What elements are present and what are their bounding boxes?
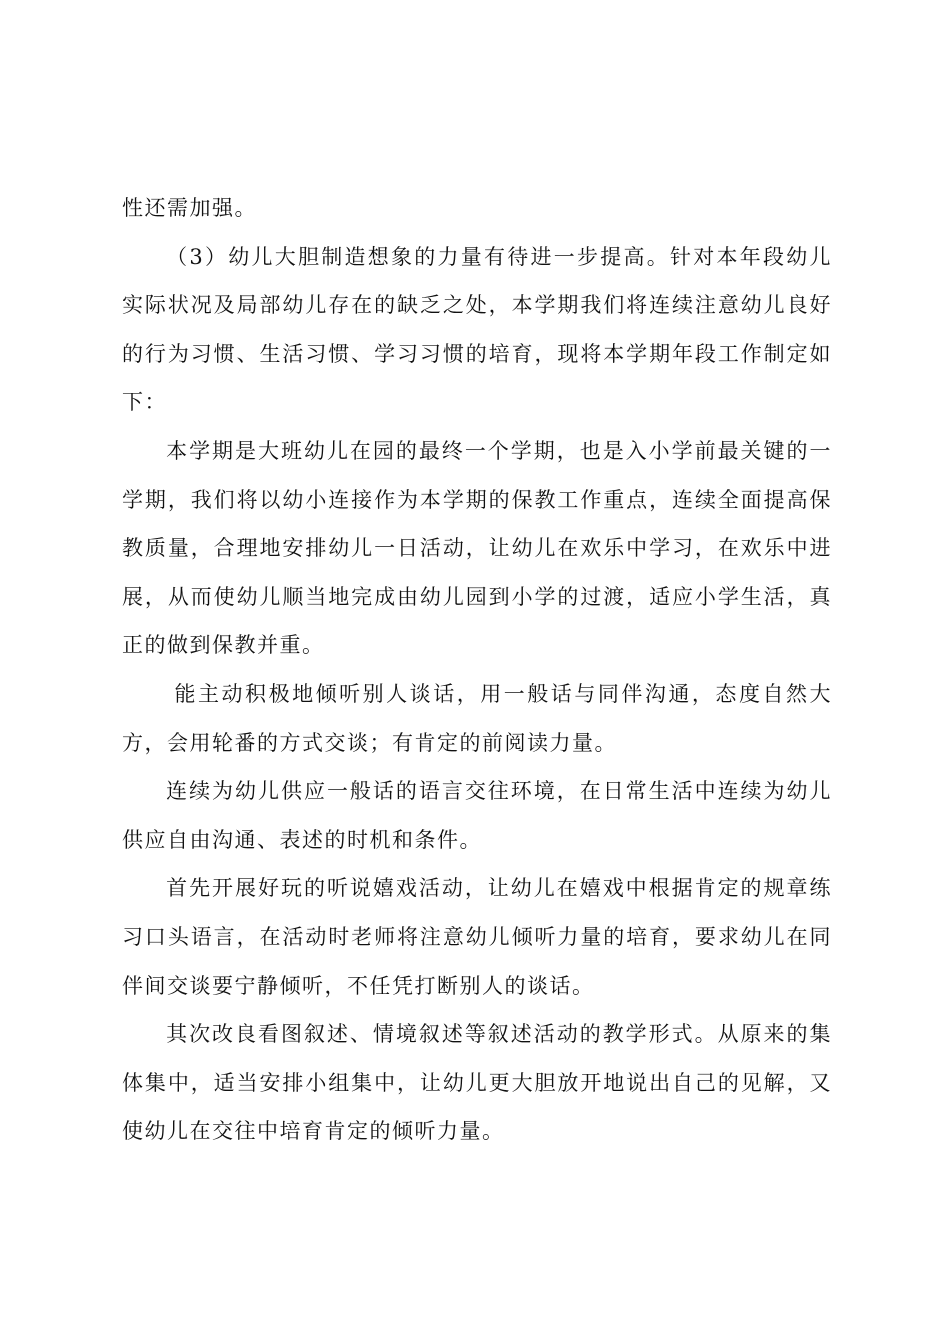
paragraph-semester-overview: 本学期是大班幼儿在园的最终一个学期，也是入小学前最关键的一学期，我们将以幼小连接作为本学期的保教工作重点，连续全面提高保教质量，合理地安排幼儿一日活动，让幼儿在欢乐中学习，在欢乐中进展，从而使幼儿顺当地完成由幼儿园到小学的过渡，适应小学生活，真正的做到保教并重。 [122, 438, 832, 658]
paragraph-listening-goal: 能主动积极地倾听别人谈话，用一般话与同伴沟通，态度自然大方，会用轮番的方式交谈；有肯定的前阅读力量。 [122, 681, 832, 755]
paragraph-point-3: （3）幼儿大胆制造想象的力量有待进一步提高。针对本年段幼儿实际状况及局部幼儿存在的缺乏之处，本学期我们将连续注意幼儿良好的行为习惯、生活习惯、学习习惯的培育，现将本学期年段工作制定如下： [122, 244, 832, 415]
paragraph-listening-games: 首先开展好玩的听说嬉戏活动，让幼儿在嬉戏中根据肯定的规章练习口头语言，在活动时老师将注意幼儿倾听力量的培育，要求幼儿在同伴间交谈要宁静倾听，不任凭打断别人的谈话。 [122, 876, 832, 998]
paragraph-language-environment: 连续为幼儿供应一般话的语言交往环境，在日常生活中连续为幼儿供应自由沟通、表述的时机和条件。 [122, 779, 832, 852]
document-body [122, 184, 832, 1156]
paragraph-continuation: 性还需加强。 [122, 196, 257, 220]
paragraph-narration-activities: 其次改良看图叙述、情境叙述等叙述活动的教学形式。从原来的集体集中，适当安排小组集中，让幼儿更大胆放开地说出自己的见解，又使幼儿在交往中培育肯定的倾听力量。 [122, 1022, 832, 1144]
